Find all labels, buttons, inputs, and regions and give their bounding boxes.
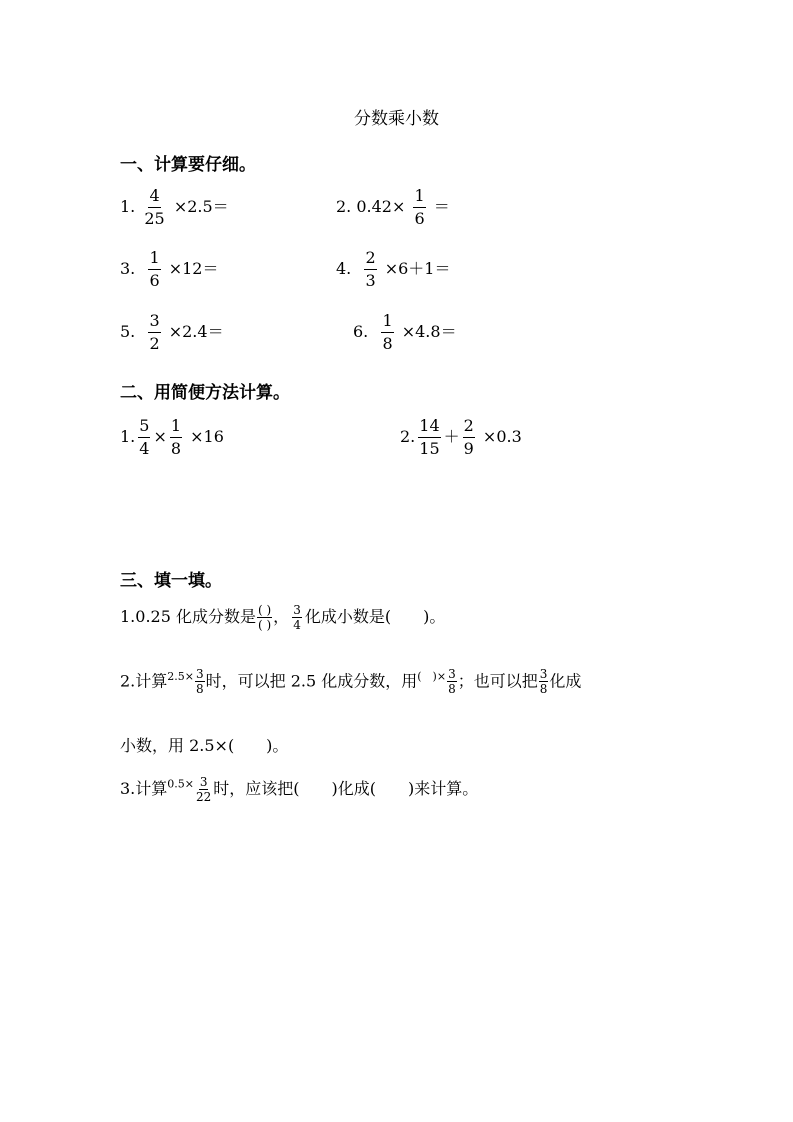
numerator: 2 [463,418,475,438]
numerator-blank: ( ) [257,603,272,617]
fraction [138,418,150,457]
denominator: 4 [293,618,301,632]
calc-expression: ×2.4＝ [168,322,224,341]
question-text: 1.0.25 化成分数是 [120,607,256,626]
fraction [364,250,376,289]
simple-item-2 [400,418,522,457]
calc-label: 1. [120,197,136,216]
operator: × [153,427,167,446]
simple-label: 2. [400,427,416,446]
blank-fraction [257,604,272,631]
calc-item-6 [353,313,457,352]
denominator: 4 [139,439,150,458]
fraction [143,188,165,227]
calc-expression: ×2.5＝ [173,197,229,216]
section-heading-calc: 一、计算要仔细。 [120,155,256,175]
fraction [463,418,475,457]
calc-item-3 [120,250,219,289]
question-text: 化成小数是( )。 [304,607,446,626]
denominator: 6 [149,271,160,290]
fraction [381,313,393,352]
calc-expression: ×12＝ [168,259,219,278]
numerator: 1 [413,188,425,208]
denominator: 25 [144,209,165,228]
denominator: 22 [196,790,212,804]
section-heading-fill: 三、填一填。 [120,571,222,591]
numerator: 3 [148,313,160,333]
question-text: 3.计算 [120,779,168,798]
fill-question-2-line2: 小数，用 2.5×( )。 [120,736,289,755]
calc-label: 2. 0.42× [336,197,406,216]
numerator: 3 [199,775,208,789]
calc-label: 6. [353,322,369,341]
fraction [148,313,160,352]
calc-expression: ×4.8＝ [401,322,457,341]
fraction [148,250,160,289]
calc-item-1 [120,188,229,227]
numerator: 3 [539,667,548,682]
calc-label: 4. [336,259,352,278]
denominator: 8 [382,334,393,353]
numerator: 4 [148,188,160,208]
denominator: 15 [419,439,440,458]
denominator: 9 [463,439,474,458]
numerator: 5 [138,418,150,438]
numerator: 1 [148,250,160,270]
calc-item-4 [336,250,451,289]
numerator: 14 [418,418,440,438]
simple-label: 1. [120,427,136,446]
calc-label: 3. [120,259,136,278]
fraction [170,418,182,457]
denominator: 6 [414,209,425,228]
fill-question-1 [120,604,445,631]
fraction [195,668,205,695]
denominator: 8 [448,682,456,697]
operator: ＋ [443,427,460,446]
fraction [292,604,302,631]
question-text: 时，应该把( )化成( )来计算。 [213,779,479,798]
denominator: 2 [149,334,160,353]
question-text: 2.计算 [120,671,168,691]
question-text: 化成 [549,671,582,691]
numerator: 2 [364,250,376,270]
question-text: 时，可以把 2.5 化成分数，用 [205,671,418,691]
denominator: 8 [170,439,182,458]
calc-expression: ＝ [433,197,450,216]
fraction [418,418,440,457]
fraction [539,668,549,695]
fill-question-2 [120,668,581,695]
numerator: 3 [293,603,301,617]
numerator: 1 [170,418,182,438]
expression-blank: ( )× [417,670,447,683]
question-text: ， [273,607,290,626]
question-text: ；也可以把 [457,671,538,691]
expression-inline: 2.5× [167,670,194,683]
simple-expression: ×16 [190,427,224,446]
numerator: 3 [196,667,204,682]
section-heading-simple: 二、用简便方法计算。 [120,383,290,403]
expression-inline: 0.5× [167,777,194,791]
denominator: 8 [539,682,548,697]
fraction [447,668,457,695]
numerator: 3 [448,667,456,682]
numerator: 1 [381,313,393,333]
fraction [413,188,425,227]
calc-expression: ×6＋1＝ [384,259,451,278]
calc-item-5 [120,313,224,352]
fill-question-3 [120,776,478,803]
denominator: 3 [365,271,376,290]
calc-label: 5. [120,322,136,341]
simple-item-1 [120,418,224,457]
simple-expression: ×0.3 [482,427,522,446]
denominator: 8 [196,682,204,697]
denominator-blank: ( ) [257,618,272,632]
calc-item-2 [336,188,450,227]
fraction [195,776,212,803]
page-title: 分数乘小数 [354,109,439,129]
